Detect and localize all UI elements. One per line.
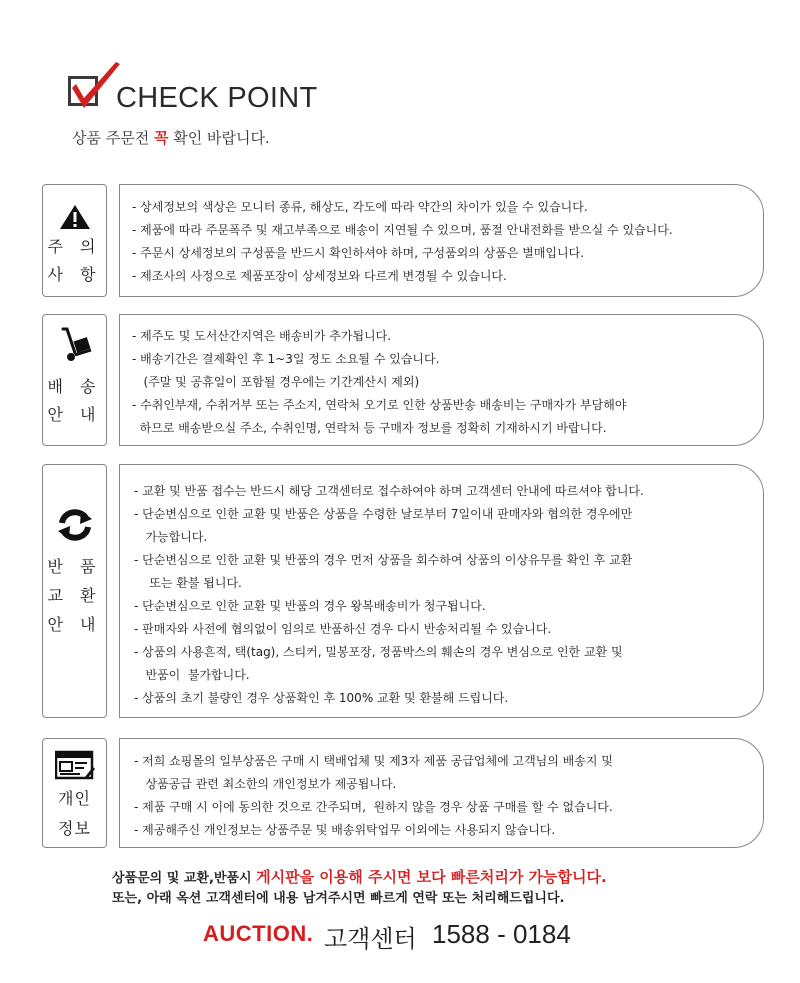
return-line: 반품이 불가합니다. — [134, 668, 250, 682]
return-line: - 판매자와 사전에 협의없이 임의로 반품하신 경우 다시 반송처리될 수 있습니다. — [134, 622, 552, 636]
caution-content-box — [119, 184, 764, 297]
caution-line: - 상세정보의 색상은 모니터 종류, 해상도, 각도에 따라 약간의 차이가 있을 수 있습니다. — [132, 200, 588, 214]
return-line: - 교환 및 반품 접수는 반드시 해당 고객센터로 접수하여야 하며 고객센터 안내에 따르셔야 합니다. — [134, 484, 644, 498]
page-subtitle — [72, 127, 270, 148]
personal-info-card-icon — [55, 749, 95, 781]
caution-line: - 주문시 상세정보의 구성품을 반드시 확인하셔야 하며, 구성품외의 상품은 별매입니다. — [132, 246, 585, 260]
contact-notice: 또는, 아래 옥션 고객센터에 내용 남겨주시면 빠르게 연락 또는 처리해드립니다. — [112, 891, 565, 906]
privacy-line: - 제품 구매 시 이에 동의한 것으로 간주되며, 원하지 않을 경우 상품 구매를 할 수 없습니다. — [134, 800, 613, 814]
return-content-box — [119, 464, 764, 718]
caution-line: - 제품에 따라 주문폭주 및 재고부족으로 배송이 지연될 수 있으며, 품절 안내전화를 받으실 수 있습니다. — [132, 223, 673, 237]
delivery-line: - 제주도 및 도서산간지역은 배송비가 추가됩니다. — [132, 329, 392, 343]
caution-label-line1: 주 의 — [47, 237, 102, 256]
return-line: - 단순변심으로 인한 교환 및 반품의 경우 먼저 상품을 회수하여 상품의 이상유무를 확인 후 교환 — [134, 553, 633, 567]
subtitle-text-end: 확인 바랍니다. — [168, 129, 270, 147]
return-label-box — [42, 464, 107, 718]
privacy-label-box — [42, 738, 107, 848]
caution-label-box — [42, 184, 107, 297]
privacy-line: 상품공급 관련 최소한의 개인정보가 제공됩니다. — [134, 777, 397, 791]
delivery-label-box — [42, 314, 107, 446]
return-line: - 상품의 사용흔적, 택(tag), 스티커, 밀봉포장, 정품박스의 훼손의 경우 변심으로 인한 교환 및 — [134, 645, 623, 659]
customer-center-number: 1588 - 0184 — [432, 919, 571, 949]
check-mark-icon — [64, 60, 124, 115]
privacy-label-line1: 개인 — [58, 789, 91, 808]
subtitle-emphasis: 꼭 — [154, 129, 169, 147]
return-label-line2: 교 환 — [47, 586, 102, 605]
board-notice-text: 상품문의 및 교환,반품시 — [112, 871, 257, 886]
delivery-line: (주말 및 공휴일이 포함될 경우에는 기간계산시 제외) — [132, 375, 420, 389]
privacy-content-box — [119, 738, 764, 848]
warning-triangle-icon — [58, 203, 92, 231]
return-label-line3: 안 내 — [47, 615, 102, 634]
delivery-line: - 배송기간은 결제확인 후 1~3일 정도 소요될 수 있습니다. — [132, 352, 440, 366]
board-notice-emphasis: 게시판을 이용해 주시면 보다 빠른처리가 가능합니다. — [256, 868, 607, 886]
auction-logo: AUCTION. — [203, 921, 314, 946]
delivery-label-line1: 배 송 — [47, 377, 102, 396]
delivery-content-box — [119, 314, 764, 446]
privacy-line: - 제공해주신 개인정보는 상품주문 및 배송위탁업무 이외에는 사용되지 않습니다. — [134, 823, 556, 837]
return-line: - 상품의 초기 불량인 경우 상품확인 후 100% 교환 및 환불해 드립니다. — [134, 691, 509, 705]
hand-truck-icon — [55, 325, 95, 365]
caution-line: - 제조사의 사정으로 제품포장이 상세정보와 다르게 변경될 수 있습니다. — [132, 269, 507, 283]
return-line: 가능합니다. — [134, 530, 208, 544]
board-notice — [112, 866, 607, 887]
return-label-line1: 반 품 — [47, 557, 102, 576]
delivery-label-line2: 안 내 — [47, 405, 102, 424]
subtitle-text: 상품 주문전 — [72, 129, 154, 147]
customer-center-label: 고객센터 — [324, 925, 417, 953]
delivery-line: - 수취인부재, 수취거부 또는 주소지, 연락처 오기로 인한 상품반송 배송비는 구매자가 부담해야 — [132, 398, 627, 412]
page-title: CHECK POINT — [116, 82, 318, 114]
return-line: - 단순변심으로 인한 교환 및 반품은 상품을 수령한 날로부터 7일이내 판매자와 협의한 경우에만 — [134, 507, 633, 521]
caution-label-line2: 사 항 — [47, 265, 102, 284]
exchange-arrows-icon — [55, 507, 95, 543]
privacy-label-line2: 정보 — [58, 819, 91, 838]
return-line: - 단순변심으로 인한 교환 및 반품의 경우 왕복배송비가 청구됩니다. — [134, 599, 486, 613]
return-line: 또는 환불 됩니다. — [134, 576, 242, 590]
privacy-line: - 저희 쇼핑몰의 일부상품은 구매 시 택배업체 및 제3자 제품 공급업체에 고객님의 배송지 및 — [134, 754, 613, 768]
delivery-line: 하므로 배송받으실 주소, 수취인명, 연락처 등 구매자 정보를 정확히 기재하시기 바랍니다. — [132, 421, 607, 435]
